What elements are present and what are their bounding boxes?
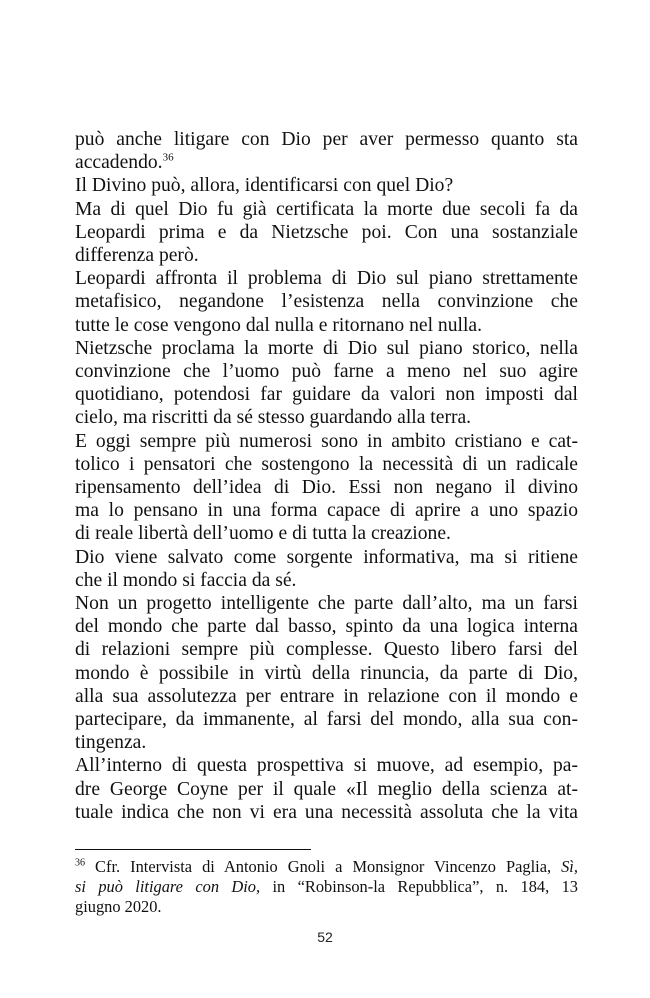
text-line: ma lo pensano in una forma capace di aprire a uno spazio (75, 500, 578, 522)
text-line: tutte le cose vengono dal nulla e ritornano nel nulla. (75, 314, 482, 336)
text-line: quotidiano, potendosi far guidare da valori non imposti dal (75, 384, 578, 406)
footnote-line: giugno 2020. (75, 896, 162, 916)
text-line (75, 151, 578, 174)
text-line: All’interno di questa prospettiva si muove, ad esempio, pa- (75, 755, 578, 777)
text-line: tolico i pensatori che sostengono la necessità di un radicale (75, 453, 578, 475)
text-line: di relazioni sempre più complesse. Questo libero farsi del (75, 639, 578, 661)
footnote-divider (75, 849, 311, 850)
text-line: E oggi sempre più numerosi sono in ambito cristiano e cat- (75, 430, 578, 452)
footnote-line (75, 877, 578, 897)
text-line: Nietzsche proclama la morte di Dio sul piano storico, nella (75, 337, 578, 359)
text-line: che il mondo si faccia da sé. (75, 569, 297, 591)
text-line: tuale indica che non vi era una necessità assoluta che la vita (75, 801, 578, 823)
text-line: Ma di quel Dio fu già certificata la morte due secoli fa da (75, 198, 578, 220)
text-line: alla sua assolutezza per entrare in relazione con il mondo e (75, 685, 578, 707)
text-line: tingenza. (75, 732, 147, 754)
footnote-reference: 36 (162, 151, 174, 164)
text-line: Leopardi affronta il problema di Dio sul piano strettamente (75, 268, 578, 290)
text-line: cielo, ma riscritti da sé stesso guardando alla terra. (75, 407, 472, 429)
footnote (75, 857, 578, 916)
text-line: dre George Coyne per il quale «Il meglio della scienza at- (75, 778, 578, 800)
text-line: di reale libertà dell’uomo e di tutta la creazione. (75, 523, 451, 545)
text-line: Non un progetto intelligente che parte dall’alto, ma un farsi (75, 593, 578, 615)
text-line: differenza però. (75, 245, 199, 267)
text-line: del mondo che parte dal basso, spinto da una logica interna (75, 616, 578, 638)
footnote-title: Sì, (561, 857, 578, 876)
footnote-text: in “Robinson-la Repubblica”, n. 184, 13 (272, 876, 578, 896)
text-line: partecipare, da immanente, al farsi del mondo, alla sua con- (75, 709, 578, 731)
text-line: Leopardi prima e da Nietzsche poi. Con una sostanziale (75, 221, 578, 243)
page-number: 52 (317, 929, 333, 945)
footnote-text: Cfr. Intervista di Antonio Gnoli a Monsignor Vincenzo Paglia, (95, 857, 552, 876)
text-line: può anche litigare con Dio per aver permesso quanto sta (75, 129, 578, 150)
main-text (75, 128, 578, 824)
text-line: ripensamento dell’idea di Dio. Essi non negano il divino (75, 477, 578, 499)
footnote-line (75, 857, 578, 877)
text-line: Il Divino può, allora, identificarsi con quel Dio? (75, 175, 454, 197)
text-segment: accadendo. (75, 152, 163, 174)
text-line: Dio viene salvato come sorgente informativa, ma si ritiene (75, 546, 578, 568)
text-line: mondo è possibile in virtù della rinuncia, da parte di Dio, (75, 662, 578, 684)
text-line: convinzione che l’uomo può farne a meno nel suo agire (75, 361, 578, 383)
footnote-number: 36 (75, 857, 85, 869)
text-line: metafisico, negandone l’esistenza nella convinzione che (75, 291, 578, 313)
footnote-title: si può litigare con Dio, (75, 876, 261, 896)
